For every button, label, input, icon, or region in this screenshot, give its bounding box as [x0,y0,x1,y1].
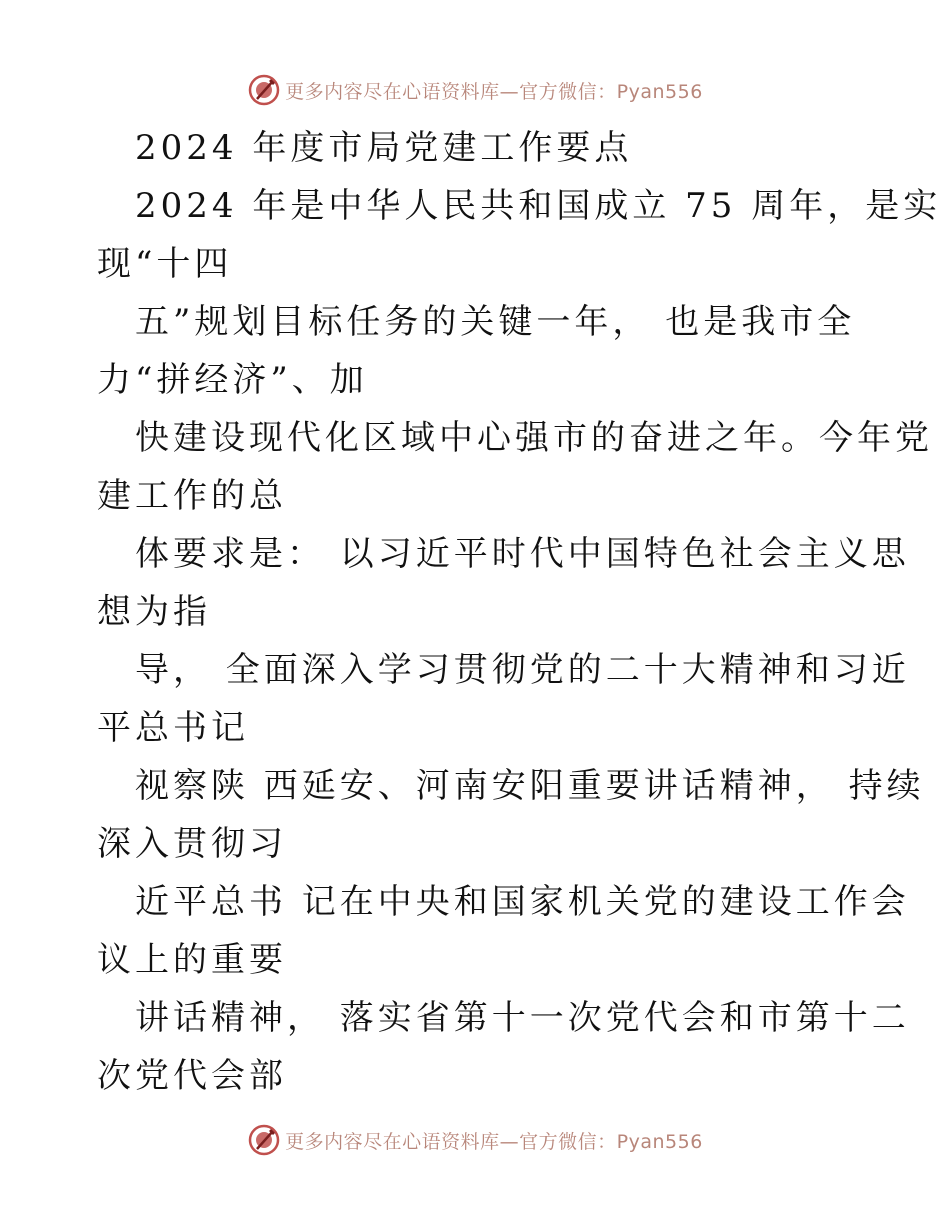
document-title: 2024 年度市局党建工作要点 [135,128,633,168]
paragraph-line: 现“十四 [97,244,233,284]
paragraph-line: 导， 全面深入学习贯彻党的二十大精神和习近 [135,650,910,690]
paragraph-line: 体要求是： 以习近平时代中国特色社会主义思 [135,534,910,574]
pen-logo-icon [247,73,281,107]
watermark-text: 更多内容尽在心语资料库—官方微信：Pyan556 [285,1130,703,1153]
paragraph-line: 视察陕 西延安、河南安阳重要讲话精神， 持续 [135,766,925,806]
paragraph-line: 力“拼经济”、加 [97,360,368,400]
watermark-text: 更多内容尽在心语资料库—官方微信：Pyan556 [285,80,703,103]
paragraph-line: 想为指 [97,592,211,632]
paragraph-line: 讲话精神， 落实省第十一次党代会和市第十二 [135,998,910,1038]
paragraph-line: 快建设现代化区域中心强市的奋进之年。今年党 [135,418,933,458]
paragraph-line: 2024 年是中华人民共和国成立 75 周年，是实 [135,186,942,226]
paragraph-line: 近平总书 记在中央和国家机关党的建设工作会 [135,882,910,922]
paragraph-line: 次党代会部 [97,1056,287,1096]
paragraph-line: 五”规划目标任务的关键一年， 也是我市全 [135,302,856,342]
paragraph-line: 平总书记 [97,708,249,748]
paragraph-line: 深入贯彻习 [97,824,287,864]
pen-logo-icon [247,1123,281,1157]
watermark-handle: Pyan556 [616,1130,703,1153]
watermark-handle: Pyan556 [616,80,703,103]
paragraph-line: 建工作的总 [97,476,287,516]
footer-watermark [0,1122,950,1158]
paragraph-line: 议上的重要 [97,940,287,980]
header-watermark [0,72,950,108]
